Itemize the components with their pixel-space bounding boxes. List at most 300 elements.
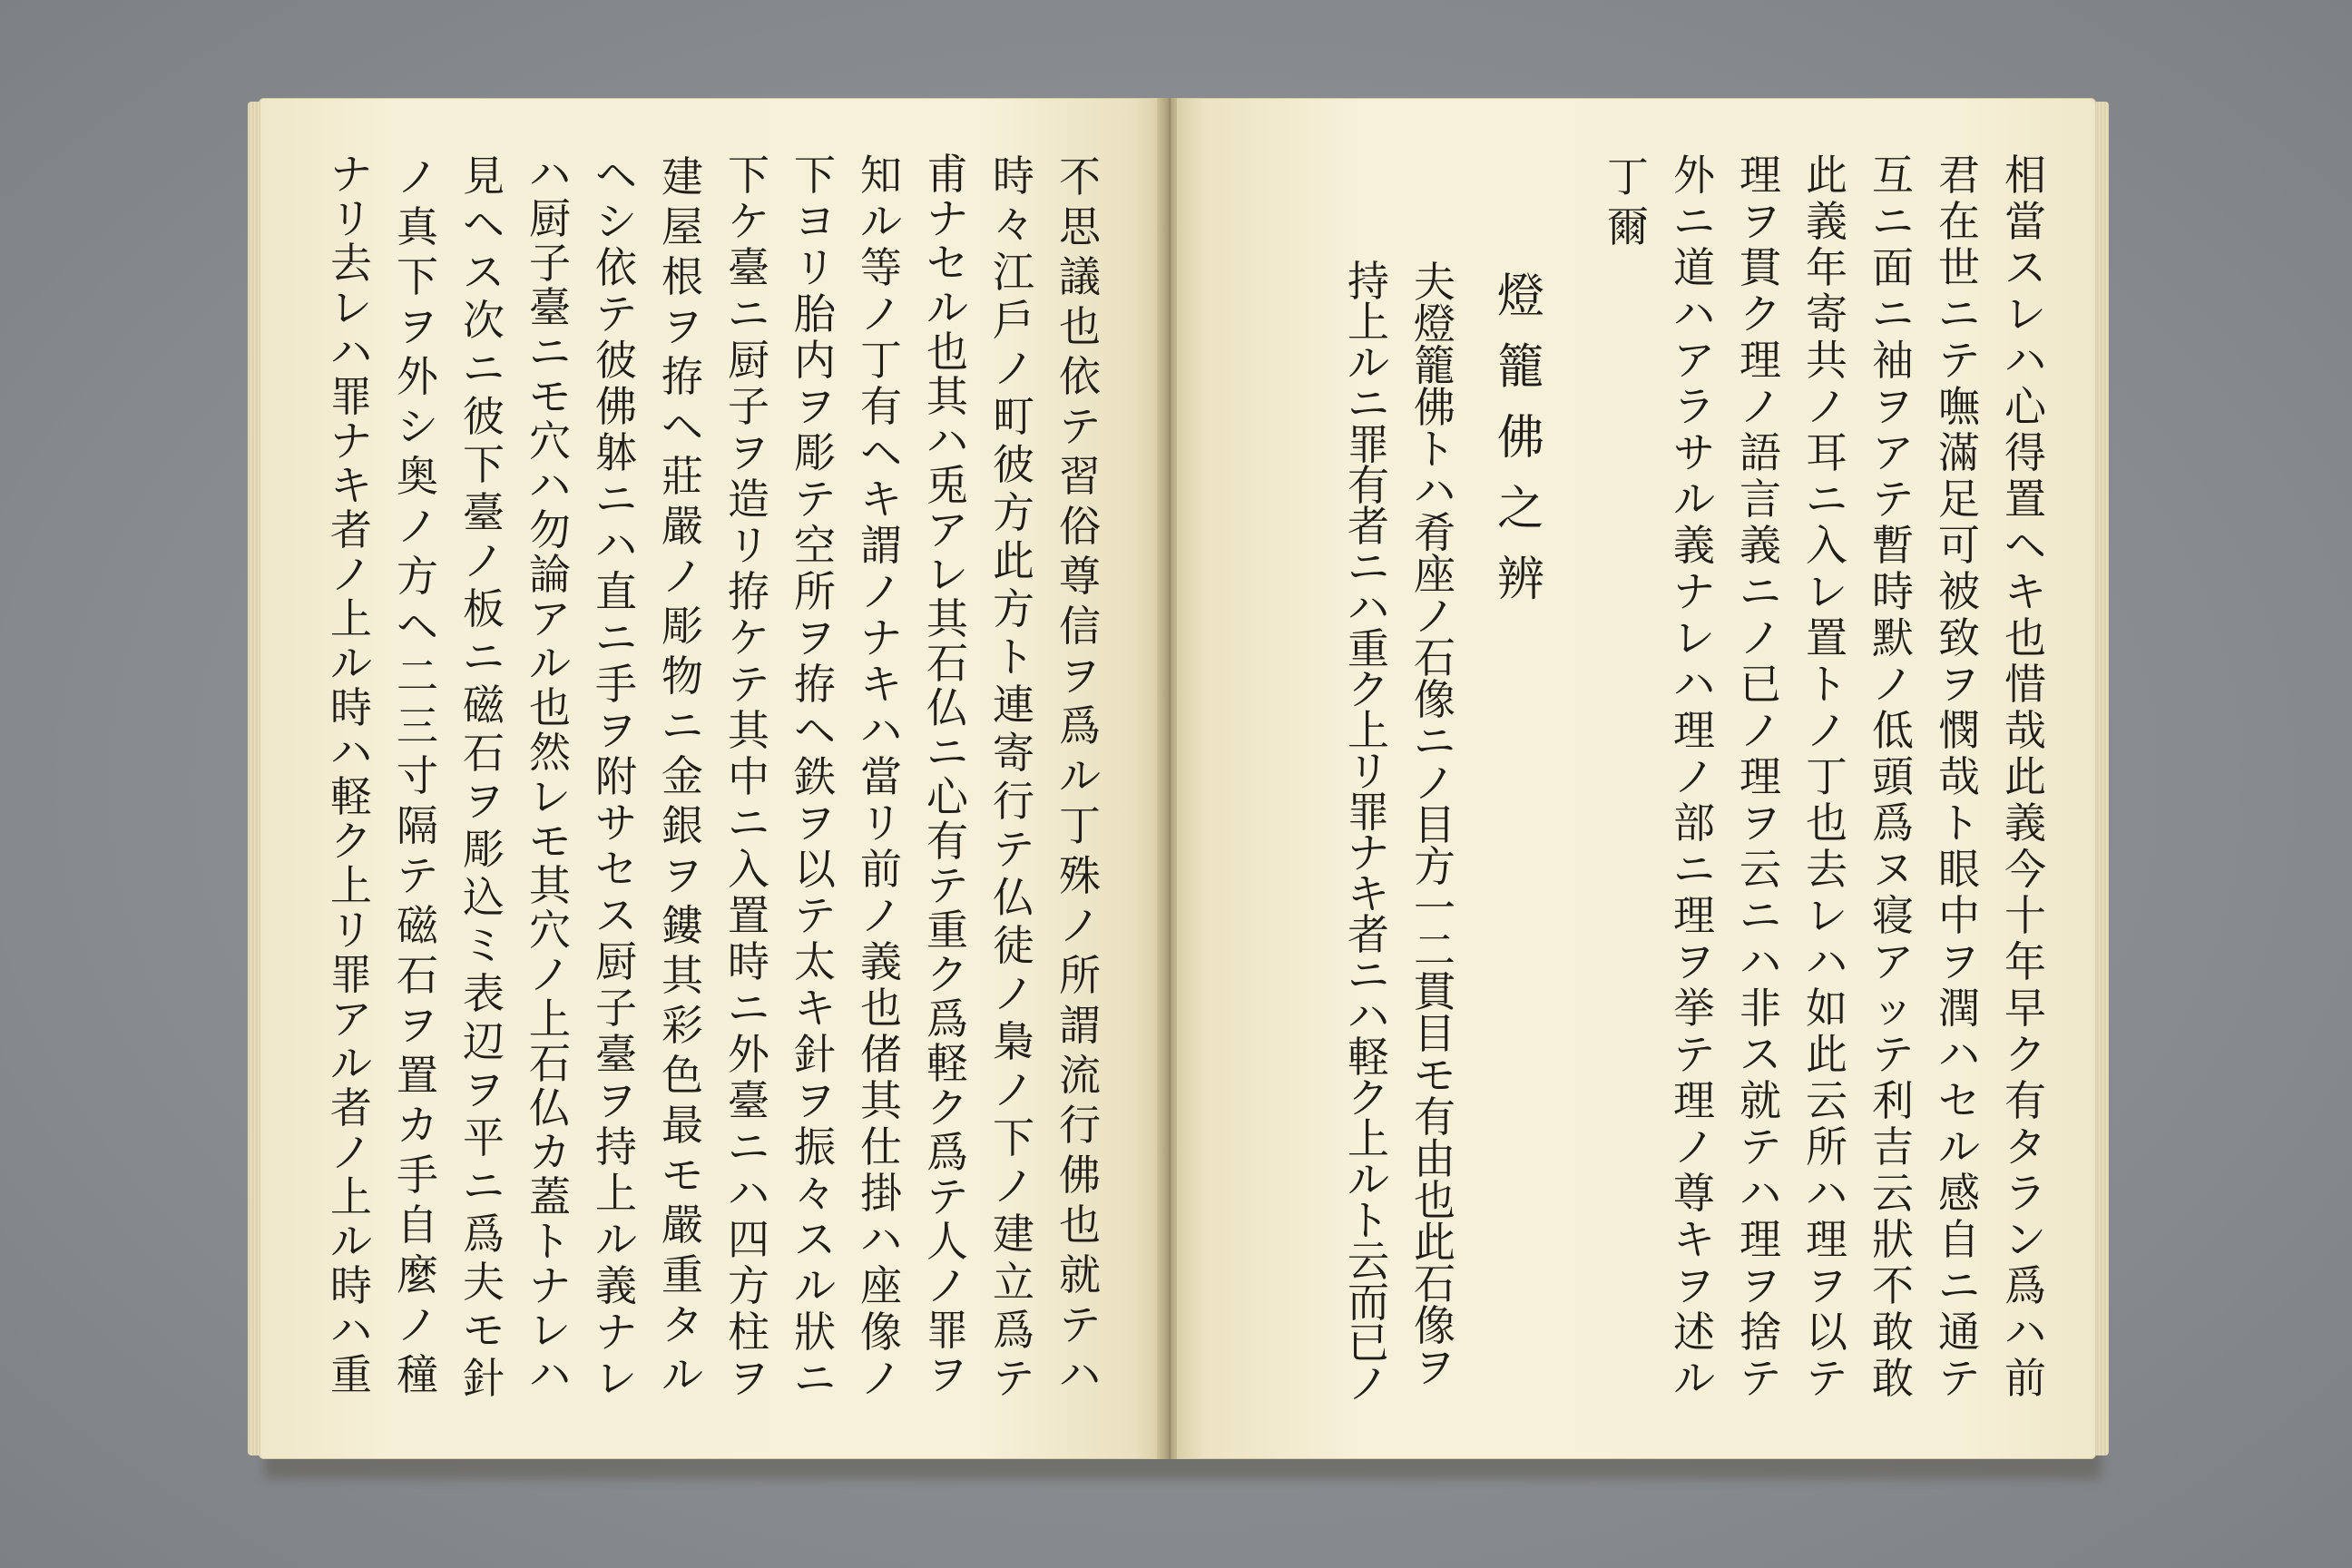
text-glyph: 石 — [529, 1039, 571, 1088]
text-glyph: 互 — [1872, 151, 1914, 200]
text-glyph: 次 — [463, 296, 505, 345]
text-glyph: ハ — [330, 728, 372, 777]
text-glyph: ノ — [1740, 706, 1781, 755]
text-glyph: 振 — [794, 1122, 836, 1171]
text-glyph: 太 — [794, 937, 836, 986]
text-glyph: ヲ — [794, 1076, 836, 1125]
text-glyph: レ — [926, 550, 968, 599]
text-glyph: カ — [397, 1101, 438, 1150]
text-glyph: ト — [1806, 660, 1847, 709]
text-glyph: ケ — [728, 613, 769, 662]
text-glyph: ル — [1348, 1155, 1389, 1204]
text-glyph: サ — [595, 799, 637, 848]
text-glyph: 三 — [397, 701, 438, 750]
text-glyph: 時 — [728, 937, 769, 986]
text-glyph: 致 — [1938, 613, 1980, 662]
left-column-11 — [386, 152, 449, 1400]
text-glyph: 拵 — [662, 352, 703, 401]
text-glyph: 爲 — [926, 1128, 968, 1177]
text-glyph: ク — [330, 817, 372, 866]
right-column-1 — [1994, 152, 2057, 1402]
text-glyph: 仏 — [993, 873, 1034, 922]
text-glyph: ハ — [1740, 937, 1781, 986]
text-glyph: 前 — [2004, 1354, 2046, 1403]
text-glyph: ニ — [1348, 951, 1389, 1000]
text-glyph: キ — [1348, 869, 1389, 918]
left-column-2 — [982, 152, 1045, 1403]
text-glyph: ル — [860, 197, 902, 246]
text-glyph: 佛 — [1496, 411, 1544, 466]
text-glyph: リ — [1348, 747, 1389, 796]
text-glyph: 狀 — [794, 1308, 836, 1357]
text-glyph: キ — [330, 461, 372, 510]
text-glyph: 共 — [1806, 336, 1847, 385]
text-glyph: 義 — [1673, 521, 1715, 570]
text-glyph: テ — [728, 660, 769, 709]
text-glyph: ヲ — [1740, 197, 1781, 246]
left-column-6 — [717, 152, 780, 1402]
text-glyph: 流 — [1059, 1051, 1101, 1100]
text-glyph: 附 — [595, 752, 637, 801]
text-glyph: ナ — [1673, 567, 1715, 616]
text-glyph: ス — [463, 248, 505, 297]
text-glyph: 惜 — [2004, 660, 2046, 709]
text-glyph: 今 — [2004, 845, 2046, 894]
text-glyph: 當 — [860, 752, 902, 801]
text-glyph: 自 — [397, 1200, 438, 1250]
text-glyph: 石 — [926, 639, 968, 688]
text-glyph: テ — [926, 861, 968, 910]
text-glyph: ニ — [1348, 543, 1389, 592]
text-glyph: 上 — [330, 861, 372, 910]
text-glyph: 座 — [860, 1261, 902, 1310]
text-glyph: 上 — [1348, 1114, 1389, 1163]
right-page — [1177, 98, 2096, 1459]
text-glyph: 理 — [1740, 752, 1781, 801]
text-glyph: 色 — [662, 1051, 703, 1100]
text-glyph: ト — [1348, 1196, 1389, 1245]
text-glyph: 去 — [330, 239, 372, 288]
text-glyph: 重 — [926, 906, 968, 955]
text-glyph: 寝 — [1872, 891, 1914, 940]
text-glyph: ヲ — [1414, 1343, 1455, 1392]
text-glyph: 二 — [397, 652, 438, 701]
text-glyph: テ — [595, 289, 637, 338]
text-glyph: 暫 — [1872, 521, 1914, 570]
text-glyph: 厨 — [728, 336, 769, 385]
text-glyph: 心 — [2004, 382, 2046, 431]
left-column-3 — [916, 152, 979, 1397]
text-glyph: テ — [1938, 1354, 1980, 1403]
text-glyph: 戶 — [993, 296, 1034, 345]
text-glyph: ノ — [1059, 901, 1101, 950]
text-glyph: 下 — [463, 440, 505, 489]
text-glyph: 臺 — [529, 283, 571, 332]
text-glyph: 就 — [1059, 1250, 1101, 1299]
text-glyph: 爲 — [993, 1306, 1034, 1355]
text-glyph: ニ — [529, 328, 571, 377]
text-glyph: 嘸 — [1938, 382, 1980, 431]
text-glyph: ノ — [993, 344, 1034, 393]
text-glyph: ニ — [1740, 891, 1781, 940]
text-glyph: 謂 — [1059, 1001, 1101, 1050]
text-glyph: ハ — [1673, 660, 1715, 709]
text-glyph: 持 — [1348, 257, 1389, 306]
text-glyph: 耳 — [1806, 428, 1847, 477]
text-glyph: 義 — [1806, 197, 1847, 246]
text-glyph: ノ — [1414, 759, 1455, 808]
text-glyph: 利 — [1872, 1076, 1914, 1125]
right-column-7 — [1596, 152, 1660, 252]
right-page-edge — [2096, 102, 2109, 1455]
text-glyph: 通 — [1938, 1308, 1980, 1357]
text-glyph: 在 — [1938, 197, 1980, 246]
text-glyph: ハ — [1938, 1030, 1980, 1079]
text-glyph: 潤 — [1938, 984, 1980, 1033]
text-glyph: 貫 — [1414, 967, 1455, 1016]
text-glyph: テ — [1673, 1030, 1715, 1079]
text-glyph: ノ — [1872, 660, 1914, 709]
text-glyph: ニ — [1414, 717, 1455, 766]
text-glyph: 憫 — [1938, 706, 1980, 755]
text-glyph: ヲ — [728, 1354, 769, 1403]
text-glyph: テ — [1059, 402, 1101, 451]
text-glyph: 道 — [1673, 243, 1715, 292]
text-glyph: 義 — [595, 1261, 637, 1310]
text-glyph: 義 — [2004, 799, 2046, 848]
text-glyph: 石 — [1414, 1259, 1455, 1308]
text-glyph: テ — [993, 1354, 1034, 1403]
text-glyph: ニ — [595, 475, 637, 524]
text-glyph: 臺 — [595, 1030, 637, 1079]
text-glyph: ミ — [463, 921, 505, 970]
text-glyph: 直 — [595, 567, 637, 616]
text-glyph: 相 — [2004, 151, 2046, 200]
text-glyph: 袖 — [1872, 336, 1914, 385]
text-glyph: 彫 — [463, 825, 505, 874]
text-glyph: 之 — [1496, 482, 1544, 536]
text-glyph: 時 — [993, 152, 1034, 201]
text-glyph: ノ — [397, 502, 438, 551]
text-glyph: ヘ — [595, 151, 637, 200]
text-glyph: モ — [662, 1151, 703, 1200]
text-glyph: ノ — [1348, 1359, 1389, 1408]
text-glyph: ア — [1872, 937, 1914, 986]
text-glyph: 面 — [1872, 243, 1914, 292]
text-glyph: 此 — [1414, 1218, 1455, 1267]
text-glyph: 穜 — [397, 1350, 438, 1399]
text-glyph: ヲ — [1740, 1261, 1781, 1310]
text-glyph: ヌ — [1872, 845, 1914, 894]
text-glyph: 立 — [993, 1258, 1034, 1307]
text-glyph: ト — [1938, 799, 1980, 848]
text-glyph: 寸 — [397, 751, 438, 800]
text-glyph: ハ — [1806, 937, 1847, 986]
text-glyph: 磁 — [463, 681, 505, 730]
text-glyph: 吉 — [1872, 1122, 1914, 1171]
text-glyph: 其 — [926, 372, 968, 421]
text-glyph: 信 — [1059, 602, 1101, 651]
text-glyph: 行 — [993, 777, 1034, 826]
text-glyph: 彼 — [463, 392, 505, 441]
text-glyph: ア — [1872, 428, 1914, 477]
text-glyph: 有 — [1348, 461, 1389, 510]
text-glyph: 辨 — [1496, 553, 1544, 607]
text-glyph: 銀 — [662, 801, 703, 850]
text-glyph: 莊 — [662, 452, 703, 501]
text-glyph: 下 — [794, 151, 836, 200]
open-book — [259, 98, 2096, 1473]
text-glyph: 其 — [662, 951, 703, 1000]
text-glyph: ヲ — [1872, 382, 1914, 431]
text-glyph: 重 — [1348, 624, 1389, 673]
text-glyph: キ — [860, 475, 902, 524]
text-glyph: 置 — [1806, 613, 1847, 662]
text-glyph: ノ — [529, 950, 571, 999]
text-glyph: 然 — [529, 728, 571, 777]
text-glyph: 平 — [463, 1113, 505, 1162]
text-glyph: ニ — [1872, 197, 1914, 246]
text-glyph: 軽 — [330, 772, 372, 821]
text-glyph: 云 — [1740, 845, 1781, 894]
text-glyph: 臺 — [463, 488, 505, 537]
right-column-4 — [1795, 152, 1858, 1402]
text-glyph: テ — [1059, 1300, 1101, 1349]
text-glyph: 臺 — [728, 1076, 769, 1125]
text-glyph: 建 — [993, 1210, 1034, 1259]
text-glyph: 尊 — [1673, 1169, 1715, 1218]
text-glyph: 入 — [1806, 521, 1847, 570]
text-glyph: 敢 — [1872, 1308, 1914, 1357]
text-glyph: ア — [330, 995, 372, 1044]
text-glyph: 云 — [1348, 1237, 1389, 1286]
left-column-1 — [1048, 152, 1112, 1400]
text-glyph: 爲 — [926, 995, 968, 1044]
text-glyph: 被 — [1938, 567, 1980, 616]
text-glyph: 上 — [595, 1169, 637, 1218]
text-glyph: 早 — [2004, 984, 2046, 1033]
text-glyph: レ — [529, 1306, 571, 1355]
text-glyph: 人 — [926, 1217, 968, 1266]
text-glyph: 仕 — [860, 1122, 902, 1171]
text-glyph: 造 — [728, 475, 769, 524]
text-glyph: 佛 — [1414, 383, 1455, 432]
text-glyph: ノ — [463, 536, 505, 585]
text-glyph: 表 — [463, 969, 505, 1018]
text-glyph: ク — [2004, 1030, 2046, 1079]
text-glyph: 罪 — [1348, 420, 1389, 469]
text-glyph: 理 — [1673, 1076, 1715, 1125]
text-glyph: 行 — [1059, 1101, 1101, 1150]
text-glyph: ノ — [1806, 382, 1847, 431]
text-glyph: 君 — [1938, 151, 1980, 200]
text-glyph: ヨ — [794, 197, 836, 246]
text-glyph: 彼 — [595, 336, 637, 385]
text-glyph: 義 — [1740, 521, 1781, 570]
text-glyph: ハ — [2004, 1308, 2046, 1357]
text-glyph: 由 — [1414, 1134, 1455, 1183]
text-glyph: 其 — [926, 594, 968, 643]
text-glyph: ル — [794, 1261, 836, 1310]
text-glyph: 也 — [926, 328, 968, 377]
text-glyph: 持 — [595, 1122, 637, 1171]
text-glyph: 込 — [463, 873, 505, 922]
text-glyph: 者 — [330, 1083, 372, 1132]
text-glyph: ル — [1673, 1354, 1715, 1403]
right-column-6 — [1662, 152, 1726, 1402]
text-glyph: テ — [1872, 475, 1914, 524]
text-glyph: ヲ — [595, 706, 637, 755]
text-glyph: ノ — [397, 152, 438, 201]
text-glyph: 低 — [1872, 706, 1914, 755]
text-glyph: 金 — [662, 751, 703, 800]
text-glyph: リ — [794, 243, 836, 292]
text-glyph: テ — [926, 1172, 968, 1221]
text-glyph: 捨 — [1740, 1308, 1781, 1357]
text-glyph: 厨 — [529, 194, 571, 243]
text-glyph: 部 — [1673, 799, 1715, 848]
text-glyph: 者 — [1348, 910, 1389, 959]
text-glyph: 時 — [330, 683, 372, 732]
text-glyph: ト — [993, 632, 1034, 681]
text-glyph: キ — [1673, 1215, 1715, 1264]
text-glyph: 物 — [662, 652, 703, 701]
text-glyph: ナ — [1348, 828, 1389, 877]
text-glyph: 也 — [1059, 302, 1101, 351]
text-glyph: 罪 — [926, 1306, 968, 1355]
text-glyph: ア — [1673, 336, 1715, 385]
text-glyph: キ — [794, 984, 836, 1033]
text-glyph: 軽 — [926, 1039, 968, 1088]
text-glyph: ノ — [330, 550, 372, 599]
text-glyph: ク — [1740, 289, 1781, 338]
text-glyph: 所 — [1806, 1122, 1847, 1171]
text-glyph: ノ — [860, 567, 902, 616]
text-glyph: ナ — [529, 1261, 571, 1310]
text-glyph: ハ — [1414, 466, 1455, 515]
text-glyph: 挙 — [1673, 984, 1715, 1033]
text-glyph: タ — [2004, 1122, 2046, 1171]
text-glyph: テ — [1740, 1354, 1781, 1403]
text-glyph: ニ — [463, 1161, 505, 1210]
text-glyph: キ — [860, 660, 902, 709]
text-glyph: 時 — [1872, 567, 1914, 616]
text-glyph: 非 — [1740, 984, 1781, 1033]
text-glyph: 麼 — [397, 1250, 438, 1299]
text-glyph: ノ — [926, 1261, 968, 1310]
text-glyph: ハ — [1673, 289, 1715, 338]
text-glyph: ク — [926, 950, 968, 999]
text-glyph: 厨 — [595, 937, 637, 986]
text-glyph: ノ — [1740, 382, 1781, 431]
text-glyph: ハ — [1059, 1350, 1101, 1399]
text-glyph: ノ — [993, 969, 1034, 1018]
left-column-8 — [584, 152, 648, 1402]
text-glyph: 云 — [1872, 1169, 1914, 1218]
text-glyph: 石 — [397, 951, 438, 1000]
text-glyph: 座 — [1414, 550, 1455, 599]
left-column-10 — [452, 152, 515, 1403]
text-glyph: 連 — [993, 681, 1034, 730]
text-glyph: 彼 — [993, 440, 1034, 489]
text-glyph: ニ — [728, 289, 769, 338]
text-glyph: ニ — [662, 701, 703, 750]
text-glyph: ハ — [1740, 1169, 1781, 1218]
text-glyph: ヲ — [794, 799, 836, 848]
text-glyph: ス — [794, 1215, 836, 1264]
text-glyph: レ — [595, 1354, 637, 1403]
text-glyph: リ — [330, 906, 372, 955]
text-glyph: 穴 — [529, 906, 571, 955]
text-glyph: ハ — [1348, 583, 1389, 632]
text-glyph: ノ — [860, 289, 902, 338]
text-glyph: 尊 — [1059, 552, 1101, 601]
text-glyph: 者 — [1348, 502, 1389, 551]
text-glyph: ハ — [1806, 1169, 1847, 1218]
left-column-5 — [783, 152, 847, 1402]
text-glyph: レ — [2004, 289, 2046, 338]
text-glyph: ラ — [2004, 1169, 2046, 1218]
text-glyph: ノ — [1740, 613, 1781, 662]
text-glyph: 所 — [1059, 951, 1101, 1000]
text-glyph: 有 — [1414, 1093, 1455, 1142]
text-glyph: 拵 — [794, 660, 836, 709]
text-glyph: 勿 — [529, 505, 571, 554]
left-page-edge — [248, 102, 260, 1455]
text-glyph: 重 — [330, 1350, 372, 1399]
text-glyph: 隔 — [397, 801, 438, 850]
text-glyph: 針 — [463, 1354, 505, 1403]
text-glyph: ヲ — [1673, 937, 1715, 986]
text-glyph: ニ — [1872, 289, 1914, 338]
text-glyph: テ — [1938, 336, 1980, 385]
text-glyph: ニ — [1938, 1261, 1980, 1310]
text-glyph: 云 — [1806, 1076, 1847, 1125]
text-glyph: ル — [1059, 751, 1101, 800]
text-glyph: ル — [330, 1039, 372, 1088]
text-glyph: 哉 — [1938, 752, 1980, 801]
text-glyph: ル — [529, 639, 571, 688]
text-glyph: ス — [595, 891, 637, 940]
text-glyph: ヲ — [1806, 1261, 1847, 1310]
text-glyph: ハ — [595, 521, 637, 570]
text-glyph: 其 — [728, 706, 769, 755]
text-glyph: ノ — [1673, 752, 1715, 801]
text-glyph: 拵 — [728, 567, 769, 616]
text-glyph: 眼 — [1938, 845, 1980, 894]
text-glyph: 蓋 — [529, 1172, 571, 1221]
text-glyph: 上 — [529, 995, 571, 1044]
text-glyph: 丁 — [1059, 801, 1101, 850]
text-glyph: 江 — [993, 248, 1034, 297]
text-glyph: 依 — [1059, 352, 1101, 401]
text-glyph: モ — [529, 817, 571, 866]
text-glyph: 也 — [1059, 1200, 1101, 1250]
text-glyph: 一 — [1414, 884, 1455, 933]
text-glyph: 狀 — [1872, 1215, 1914, 1264]
text-glyph: 默 — [1872, 613, 1914, 662]
text-glyph: 丁 — [1607, 152, 1649, 201]
text-glyph: モ — [1414, 1051, 1455, 1100]
text-glyph: 寄 — [993, 729, 1034, 778]
text-glyph: テ — [1740, 1122, 1781, 1171]
text-glyph: 子 — [529, 239, 571, 288]
text-glyph: 置 — [397, 1051, 438, 1100]
text-glyph: ノ — [1673, 1122, 1715, 1171]
text-glyph: ナ — [595, 1308, 637, 1357]
text-glyph: 年 — [2004, 937, 2046, 986]
text-glyph: 置 — [728, 891, 769, 940]
